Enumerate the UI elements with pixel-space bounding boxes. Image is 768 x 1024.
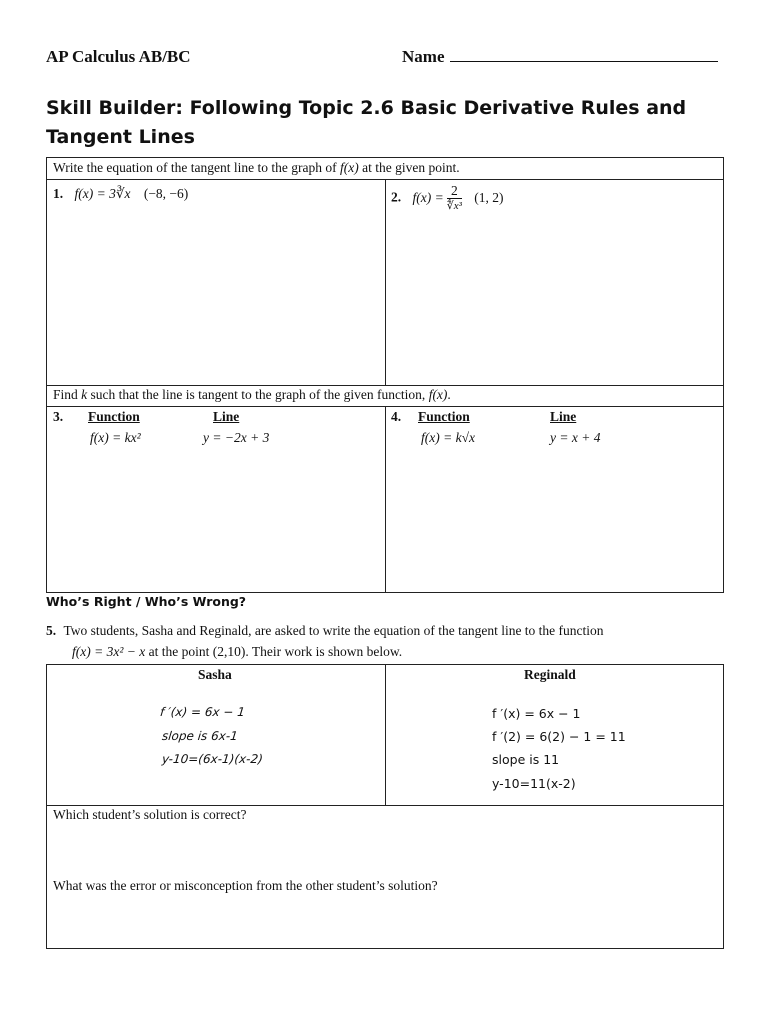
sasha-work-line-1: f ′(x) = 6x − 1 (159, 705, 246, 719)
name-blank[interactable] (450, 47, 718, 62)
problem-4-number: 4. (391, 409, 402, 424)
problem-2 (391, 184, 504, 213)
reginald-name: Reginald (524, 667, 576, 682)
reginald-work-line-2: f ′(2) = 6(2) − 1 = 11 (492, 729, 626, 744)
problem-2-numerator: 2 (447, 184, 462, 199)
problem-1-number: 1. (53, 186, 64, 201)
name-field (402, 47, 718, 67)
reginald-work-line-4: y-10=11(x-2) (492, 776, 576, 791)
problem-4-line-header: Line (550, 409, 577, 424)
problem-1-point: (−8, −6) (143, 186, 189, 201)
problem-1 (53, 186, 188, 202)
name-label: Name (402, 47, 445, 66)
problem-5-point: (2,10) (212, 644, 246, 659)
reginald-work-line-3: slope is 11 (492, 752, 560, 767)
instruction-1: Write the equation of the tangent line to the graph of f(x) at the given point. (53, 160, 460, 175)
problem-1-cell[interactable] (46, 179, 386, 386)
problem-5-line-1: 5. Two students, Sasha and Reginald, are asked to write the equation of the tangent line to the function (46, 623, 604, 638)
problem-3-function-header: Function (88, 409, 140, 424)
whos-right-heading: Who’s Right / Who’s Wrong? (46, 594, 247, 609)
sasha-work-line-2: slope is 6x-1 (161, 729, 239, 743)
page-title: Skill Builder: Following Topic 2.6 Basic Derivative Rules and Tangent Lines (46, 97, 687, 148)
problem-2-number: 2. (391, 189, 402, 205)
instruction-2: Find k such that the line is tangent to the graph of the given function, f(x). (53, 387, 451, 402)
problem-2-lhs: f(x) = (412, 189, 444, 205)
problem-4-line: y = x + 4 (550, 430, 601, 445)
sasha-name: Sasha (198, 667, 232, 682)
problem-4-function-header: Function (418, 409, 470, 424)
question-error: What was the error or misconception from the other student’s solution? (53, 878, 438, 893)
problem-3-line-header: Line (213, 409, 240, 424)
problem-3-line: y = −2x + 3 (203, 430, 270, 445)
course-title: AP Calculus AB/BC (46, 47, 191, 66)
sasha-work-line-3: y-10=(6x-1)(x-2) (161, 752, 264, 766)
problem-2-denominator: ∜x³ (446, 200, 462, 212)
problem-1-function: f(x) = 3∛x (74, 186, 131, 201)
problem-3-number: 3. (53, 409, 64, 424)
problem-5-function: f(x) = 3x² − x (72, 644, 146, 659)
problem-2-fraction (447, 184, 462, 213)
instruction-2-k: k (81, 387, 88, 402)
problem-5-number: 5. (46, 623, 57, 638)
problem-2-point: (1, 2) (474, 189, 504, 205)
problem-3-function: f(x) = kx² (90, 430, 141, 445)
reginald-work-line-1: f ′(x) = 6x − 1 (492, 706, 581, 721)
problem-5-line-2: f(x) = 3x² − x at the point (2,10). Their work is shown below. (72, 644, 403, 659)
instruction-2-fx: f(x) (428, 387, 448, 402)
instruction-1-fx: f(x) (340, 160, 359, 175)
question-correct-student: Which student’s solution is correct? (53, 807, 247, 822)
problem-4-function: f(x) = k√x (421, 430, 475, 445)
